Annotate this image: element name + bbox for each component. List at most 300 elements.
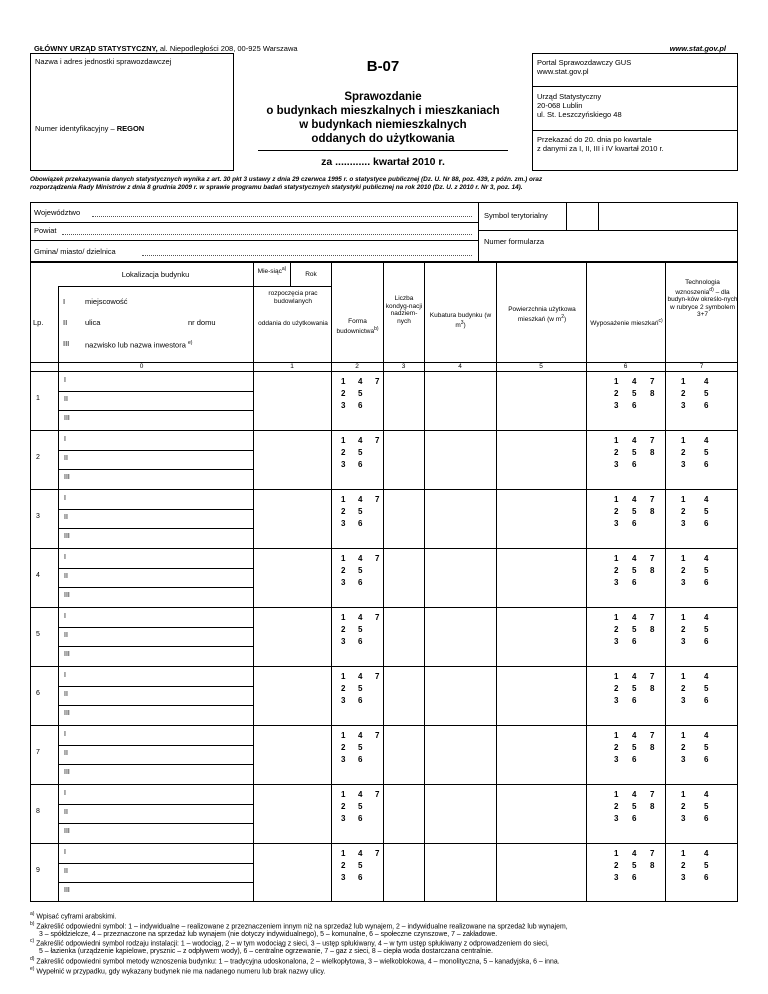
recipient-divider-2: [532, 130, 738, 131]
equipment-code-option[interactable]: 6: [632, 873, 637, 882]
equipment-code-option[interactable]: 7: [650, 554, 655, 563]
location-field[interactable]: [76, 845, 250, 861]
equipment-code-option[interactable]: 1: [614, 436, 619, 445]
form-code-option[interactable]: 6: [358, 637, 363, 646]
technology-code-option[interactable]: 3: [681, 460, 686, 469]
value-field[interactable]: [426, 610, 494, 663]
technology-code-option[interactable]: 4: [704, 554, 709, 563]
location-field[interactable]: [76, 687, 250, 703]
equipment-code-option[interactable]: 3: [614, 755, 619, 764]
equipment-code-option[interactable]: 1: [614, 849, 619, 858]
value-field[interactable]: [255, 374, 329, 427]
col-num-0: 0: [139, 363, 144, 370]
form-code-option[interactable]: 2: [341, 861, 346, 870]
equipment-code-option[interactable]: 8: [650, 743, 655, 752]
form-code-option[interactable]: 4: [358, 377, 363, 386]
equipment-code-option[interactable]: 6: [632, 814, 637, 823]
row-sublabel: II: [64, 573, 68, 580]
value-field[interactable]: [498, 728, 584, 781]
equipment-code-option[interactable]: 5: [632, 684, 637, 693]
value-field[interactable]: [498, 610, 584, 663]
location-field[interactable]: [76, 668, 250, 684]
form-code-option[interactable]: 2: [341, 625, 346, 634]
value-field[interactable]: [498, 669, 584, 722]
form-code-option[interactable]: 4: [358, 436, 363, 445]
technology-code-option[interactable]: 3: [681, 578, 686, 587]
equipment-code-option[interactable]: 4: [632, 731, 637, 740]
footnotes: [30, 911, 740, 976]
equipment-code-option[interactable]: 8: [650, 448, 655, 457]
col-num-6: 6: [623, 363, 628, 370]
technology-code-option[interactable]: 3: [681, 519, 686, 528]
equipment-code-option[interactable]: 8: [650, 389, 655, 398]
equipment-code-option[interactable]: 5: [632, 861, 637, 870]
equipment-code-option[interactable]: 7: [650, 495, 655, 504]
equipment-code-option[interactable]: 2: [614, 448, 619, 457]
location-field[interactable]: [76, 432, 250, 448]
location-field[interactable]: [76, 392, 250, 408]
territorial-symbol-label: Symbol terytorialny: [484, 211, 548, 220]
equipment-code-option[interactable]: 2: [614, 625, 619, 634]
technology-code-option[interactable]: 1: [681, 731, 686, 740]
equipment-code-option[interactable]: 3: [614, 814, 619, 823]
technology-code-option[interactable]: 1: [681, 849, 686, 858]
technology-code-option[interactable]: 4: [704, 495, 709, 504]
location-field[interactable]: [76, 550, 250, 566]
footnote-c-cont: 5 – łazienka (urządzenie kąpielowe, prysznic – z odpływem wody), 6 – centralne ogrzewanie, 7 – gaz z sieci, 8 – ciepła woda dostarczana centralnie.: [39, 948, 493, 956]
technology-code-option[interactable]: 5: [704, 566, 709, 575]
location-field[interactable]: [76, 588, 250, 604]
equipment-code-option[interactable]: 5: [632, 625, 637, 634]
technology-code-option[interactable]: 4: [704, 790, 709, 799]
technology-code-option[interactable]: 1: [681, 554, 686, 563]
equipment-code-option[interactable]: 1: [614, 790, 619, 799]
form-code-option[interactable]: 6: [358, 460, 363, 469]
volume-header: Kubatura budynku (w $m^3$): [429, 312, 492, 329]
equipment-code-option[interactable]: 3: [614, 460, 619, 469]
equipment-code-option[interactable]: 4: [632, 790, 637, 799]
form-code-option[interactable]: 7: [375, 672, 380, 681]
technology-code-option[interactable]: 6: [704, 460, 709, 469]
row-sublabel: I: [64, 790, 66, 797]
regon-label: Numer identyfikacyjny – REGON: [35, 124, 145, 133]
value-field[interactable]: [255, 551, 329, 604]
technology-code-option[interactable]: 3: [681, 814, 686, 823]
row-sublabel: I: [64, 849, 66, 856]
technology-code-option[interactable]: 2: [681, 448, 686, 457]
technology-code-option[interactable]: 3: [681, 873, 686, 882]
form-code-option[interactable]: 1: [341, 849, 346, 858]
equipment-code-option[interactable]: 5: [632, 802, 637, 811]
value-field[interactable]: [255, 728, 329, 781]
loc-I-label: miejscowość: [85, 297, 128, 306]
technology-code-option[interactable]: 5: [704, 448, 709, 457]
technology-code-option[interactable]: 4: [704, 613, 709, 622]
technology-code-option[interactable]: 5: [704, 861, 709, 870]
equipment-code-option[interactable]: 6: [632, 519, 637, 528]
location-field[interactable]: [76, 706, 250, 722]
form-code-option[interactable]: 1: [341, 554, 346, 563]
technology-code-option[interactable]: 5: [704, 684, 709, 693]
equipment-code-option[interactable]: 8: [650, 802, 655, 811]
form-code-option[interactable]: 3: [341, 401, 346, 410]
equipment-code-option[interactable]: 6: [632, 755, 637, 764]
technology-code-option[interactable]: 5: [704, 802, 709, 811]
equipment-code-option[interactable]: 8: [650, 625, 655, 634]
technology-code-option[interactable]: 6: [704, 873, 709, 882]
equipment-code-option[interactable]: 3: [614, 578, 619, 587]
value-field[interactable]: [498, 846, 584, 899]
footnote-d: $^{d)}$ Zakreślić odpowiedni symbol metody wznoszenia budynku: 1 – tradycyjna udoskonalona, 2 – wielkopłytowa, 3 – wielkoblokowa, 4 – monolityczna, 5 – kanadyjska, 6 – inna.: [30, 955, 560, 966]
location-field[interactable]: [76, 864, 250, 880]
district-field[interactable]: [62, 234, 472, 235]
form-code-option[interactable]: 2: [341, 743, 346, 752]
form-code-option[interactable]: 3: [341, 578, 346, 587]
value-field[interactable]: [498, 551, 584, 604]
value-field[interactable]: [426, 492, 494, 545]
equipment-code-option[interactable]: 4: [632, 554, 637, 563]
territorial-symbol-field[interactable]: [600, 204, 736, 228]
equipment-code-option[interactable]: 5: [632, 507, 637, 516]
technology-code-option[interactable]: 2: [681, 566, 686, 575]
equipment-code-option[interactable]: 6: [632, 696, 637, 705]
form-code-option[interactable]: 4: [358, 849, 363, 858]
value-field[interactable]: [426, 433, 494, 486]
technology-code-option[interactable]: 5: [704, 507, 709, 516]
loc-I: I: [63, 297, 66, 306]
form-code-option[interactable]: 5: [358, 448, 363, 457]
technology-code-option[interactable]: 1: [681, 790, 686, 799]
technology-code-option[interactable]: 4: [704, 849, 709, 858]
form-code-option[interactable]: 6: [358, 696, 363, 705]
equipment-code-option[interactable]: 2: [614, 507, 619, 516]
location-field[interactable]: [76, 609, 250, 625]
form-code-option[interactable]: 3: [341, 814, 346, 823]
value-field[interactable]: [385, 787, 422, 840]
form-code-option[interactable]: 4: [358, 672, 363, 681]
report-period[interactable]: za ............ kwartał 2010 r.: [321, 156, 445, 168]
technology-code-option[interactable]: 1: [681, 672, 686, 681]
value-field[interactable]: [498, 492, 584, 545]
location-row-line-1: [30, 222, 478, 223]
form-code-option[interactable]: 3: [341, 696, 346, 705]
value-field[interactable]: [385, 610, 422, 663]
technology-code-option[interactable]: 5: [704, 625, 709, 634]
equipment-code-option[interactable]: 4: [632, 672, 637, 681]
location-field[interactable]: [76, 805, 250, 821]
value-field[interactable]: [426, 551, 494, 604]
form-code-option[interactable]: 6: [358, 519, 363, 528]
form-code-option[interactable]: 1: [341, 790, 346, 799]
form-code-option[interactable]: 7: [375, 613, 380, 622]
form-code-option[interactable]: 3: [341, 460, 346, 469]
location-field[interactable]: [76, 491, 250, 507]
technology-code-option[interactable]: 2: [681, 861, 686, 870]
equipment-code-option[interactable]: 1: [614, 672, 619, 681]
value-field[interactable]: [426, 787, 494, 840]
technology-code-option[interactable]: 3: [681, 755, 686, 764]
form-code-option[interactable]: 7: [375, 554, 380, 563]
form-code-option[interactable]: 6: [358, 755, 363, 764]
equipment-code-option[interactable]: 7: [650, 731, 655, 740]
equipment-code-option[interactable]: 7: [650, 849, 655, 858]
location-field[interactable]: [76, 529, 250, 545]
location-field[interactable]: [76, 727, 250, 743]
year-header: Rok: [305, 271, 317, 278]
equipment-code-option[interactable]: 7: [650, 672, 655, 681]
form-code-option[interactable]: 1: [341, 672, 346, 681]
equipment-code-option[interactable]: 6: [632, 401, 637, 410]
value-field[interactable]: [385, 669, 422, 722]
form-code-option[interactable]: 2: [341, 566, 346, 575]
technology-code-option[interactable]: 6: [704, 755, 709, 764]
technology-code-option[interactable]: 6: [704, 578, 709, 587]
technology-code-option[interactable]: 2: [681, 625, 686, 634]
value-field[interactable]: [426, 728, 494, 781]
footnote-c: $^{c)}$ Zakreślić odpowiedni symbol rodzaju instalacji: 1 – wodociąg, 2 – w tym wodociąg z sieci, 3 – ustęp spłukiwany, 4 – w tym ustęp spłukiwany z odprowadzeniem do sieci,: [30, 938, 549, 948]
form-code-option[interactable]: 5: [358, 684, 363, 693]
equipment-code-option[interactable]: 4: [632, 495, 637, 504]
value-field[interactable]: [255, 846, 329, 899]
form-code-option[interactable]: 3: [341, 519, 346, 528]
form-code-option[interactable]: 3: [341, 755, 346, 764]
technology-code-option[interactable]: 2: [681, 684, 686, 693]
equipment-code-option[interactable]: 2: [614, 684, 619, 693]
location-field[interactable]: [76, 765, 250, 781]
equipment-code-option[interactable]: 1: [614, 554, 619, 563]
technology-code-option[interactable]: 6: [704, 519, 709, 528]
form-code-option[interactable]: 7: [375, 377, 380, 386]
technology-code-option[interactable]: 1: [681, 377, 686, 386]
voivodeship-field[interactable]: [92, 216, 472, 217]
form-code-option[interactable]: 3: [341, 637, 346, 646]
row-number: 6: [36, 690, 40, 697]
row-sublabel: I: [64, 613, 66, 620]
month-header: Mie-siąc$^{a)}$: [257, 266, 287, 276]
municipality-field[interactable]: [142, 255, 472, 256]
value-field[interactable]: [255, 669, 329, 722]
technology-code-option[interactable]: 3: [681, 696, 686, 705]
location-field[interactable]: [76, 411, 250, 427]
form-code-option[interactable]: 6: [358, 873, 363, 882]
equipment-code-option[interactable]: 4: [632, 849, 637, 858]
form-code-option[interactable]: 4: [358, 613, 363, 622]
row-number: 9: [36, 867, 40, 874]
equipment-code-option[interactable]: 1: [614, 613, 619, 622]
reporting-unit-box[interactable]: [30, 53, 234, 171]
form-code-option[interactable]: 5: [358, 743, 363, 752]
technology-code-option[interactable]: 6: [704, 637, 709, 646]
form-code-option[interactable]: 5: [358, 861, 363, 870]
value-field[interactable]: [385, 846, 422, 899]
form-code-option[interactable]: 5: [358, 625, 363, 634]
technology-code-option[interactable]: 2: [681, 802, 686, 811]
location-field[interactable]: [76, 746, 250, 762]
value-field[interactable]: [426, 374, 494, 427]
form-code-option[interactable]: 2: [341, 448, 346, 457]
equipment-code-option[interactable]: 4: [632, 613, 637, 622]
value-field[interactable]: [255, 492, 329, 545]
loc-III: III: [63, 339, 70, 348]
equipment-code-option[interactable]: 1: [614, 377, 619, 386]
technology-code-option[interactable]: 6: [704, 814, 709, 823]
equipment-code-option[interactable]: 3: [614, 519, 619, 528]
location-field[interactable]: [76, 628, 250, 644]
recipient-divider-1: [532, 86, 738, 87]
location-field[interactable]: [76, 883, 250, 899]
equipment-code-option[interactable]: 2: [614, 802, 619, 811]
header-website: www.stat.gov.pl: [669, 44, 726, 53]
equipment-code-option[interactable]: 5: [632, 448, 637, 457]
equipment-code-option[interactable]: 3: [614, 637, 619, 646]
equipment-code-option[interactable]: 8: [650, 684, 655, 693]
form-code-option[interactable]: 2: [341, 802, 346, 811]
equipment-code-option[interactable]: 1: [614, 731, 619, 740]
technology-code-option[interactable]: 4: [704, 377, 709, 386]
row-sublabel: III: [64, 887, 70, 894]
value-field[interactable]: [385, 433, 422, 486]
form-code-option[interactable]: 4: [358, 495, 363, 504]
form-code-option[interactable]: 7: [375, 495, 380, 504]
technology-code-option[interactable]: 6: [704, 401, 709, 410]
location-field[interactable]: [76, 451, 250, 467]
location-field[interactable]: [76, 470, 250, 486]
row-sublabel: II: [64, 868, 68, 875]
location-field[interactable]: [76, 510, 250, 526]
form-code-option[interactable]: 2: [341, 389, 346, 398]
equipment-code-option[interactable]: 7: [650, 436, 655, 445]
value-field[interactable]: [498, 433, 584, 486]
form-code-option[interactable]: 5: [358, 802, 363, 811]
symbol-cell-divider-2: [598, 202, 599, 230]
form-code-option[interactable]: 7: [375, 849, 380, 858]
col-num-1: 1: [290, 363, 294, 370]
equipment-code-option[interactable]: 4: [632, 436, 637, 445]
form-number-field[interactable]: [482, 248, 736, 260]
equipment-code-option[interactable]: 8: [650, 507, 655, 516]
technology-code-option[interactable]: 3: [681, 401, 686, 410]
equipment-code-option[interactable]: 5: [632, 389, 637, 398]
location-field[interactable]: [76, 373, 250, 389]
value-field[interactable]: [426, 669, 494, 722]
equipment-code-option[interactable]: 2: [614, 861, 619, 870]
equipment-code-option[interactable]: 4: [632, 377, 637, 386]
equipment-code-option[interactable]: 1: [614, 495, 619, 504]
row-number: 3: [36, 513, 40, 520]
equipment-code-option[interactable]: 7: [650, 377, 655, 386]
value-field[interactable]: [385, 374, 422, 427]
row-number: 8: [36, 808, 40, 815]
technology-code-option[interactable]: 4: [704, 672, 709, 681]
form-code-option[interactable]: 7: [375, 790, 380, 799]
row-sublabel: III: [64, 769, 70, 776]
form-code-option[interactable]: 1: [341, 436, 346, 445]
equipment-code-option[interactable]: 2: [614, 743, 619, 752]
form-code-option[interactable]: 5: [358, 389, 363, 398]
form-code-option[interactable]: 2: [341, 684, 346, 693]
technology-code-option[interactable]: 1: [681, 613, 686, 622]
technology-code-option[interactable]: 1: [681, 495, 686, 504]
location-field[interactable]: [76, 647, 250, 663]
equipment-code-option[interactable]: 2: [614, 389, 619, 398]
value-field[interactable]: [255, 433, 329, 486]
value-field[interactable]: [255, 610, 329, 663]
technology-code-option[interactable]: 2: [681, 743, 686, 752]
location-field[interactable]: [76, 786, 250, 802]
equipment-code-option[interactable]: 7: [650, 613, 655, 622]
form-code-option[interactable]: 7: [375, 731, 380, 740]
form-code-option[interactable]: 1: [341, 613, 346, 622]
equipment-code-option[interactable]: 8: [650, 861, 655, 870]
form-code-option[interactable]: 6: [358, 401, 363, 410]
form-code-option[interactable]: 7: [375, 436, 380, 445]
technology-code-option[interactable]: 5: [704, 743, 709, 752]
equipment-code-option[interactable]: 6: [632, 460, 637, 469]
equipment-code-option[interactable]: 8: [650, 566, 655, 575]
equipment-code-option[interactable]: 3: [614, 873, 619, 882]
equipment-code-option[interactable]: 3: [614, 696, 619, 705]
form-code-option[interactable]: 1: [341, 495, 346, 504]
technology-code-option[interactable]: 3: [681, 637, 686, 646]
form-code-option[interactable]: 4: [358, 790, 363, 799]
form-code-option[interactable]: 4: [358, 554, 363, 563]
equipment-code-option[interactable]: 5: [632, 743, 637, 752]
value-field[interactable]: [498, 787, 584, 840]
location-field[interactable]: [76, 569, 250, 585]
value-field[interactable]: [255, 787, 329, 840]
col-num-3: 3: [401, 363, 406, 370]
row-sublabel: I: [64, 495, 66, 502]
technology-code-option[interactable]: 2: [681, 507, 686, 516]
technology-code-option[interactable]: 4: [704, 731, 709, 740]
form-code-option[interactable]: 5: [358, 566, 363, 575]
technology-code-option[interactable]: 5: [704, 389, 709, 398]
statistical-office-info: Urząd Statystyczny 20-068 Lublin ul. St. Leszczyńskiego 48: [537, 92, 622, 119]
form-code-option[interactable]: 6: [358, 814, 363, 823]
form-code-option[interactable]: 1: [341, 377, 346, 386]
form-code-option[interactable]: 4: [358, 731, 363, 740]
row-sublabel: III: [64, 415, 70, 422]
location-row-line-2: [30, 240, 478, 241]
voivodeship-label: Województwo: [34, 208, 81, 217]
value-field[interactable]: [385, 492, 422, 545]
equipment-code-option[interactable]: 7: [650, 790, 655, 799]
technology-code-option[interactable]: 2: [681, 389, 686, 398]
equipment-code-option[interactable]: 6: [632, 637, 637, 646]
row-sublabel: II: [64, 455, 68, 462]
equipment-code-option[interactable]: 5: [632, 566, 637, 575]
value-field[interactable]: [426, 846, 494, 899]
row-number: 1: [36, 395, 40, 402]
row-sublabel: II: [64, 691, 68, 698]
value-field[interactable]: [385, 728, 422, 781]
technology-code-option[interactable]: 6: [704, 696, 709, 705]
form-code-option[interactable]: 1: [341, 731, 346, 740]
form-code-option[interactable]: 5: [358, 507, 363, 516]
form-code-option[interactable]: 6: [358, 578, 363, 587]
technology-code-option[interactable]: 4: [704, 436, 709, 445]
equipment-code-option[interactable]: 6: [632, 578, 637, 587]
form-code-option[interactable]: 3: [341, 873, 346, 882]
value-field[interactable]: [385, 551, 422, 604]
location-field[interactable]: [76, 824, 250, 840]
equipment-code-option[interactable]: 2: [614, 566, 619, 575]
equipment-code-option[interactable]: 3: [614, 401, 619, 410]
form-code-option[interactable]: 2: [341, 507, 346, 516]
value-field[interactable]: [498, 374, 584, 427]
technology-code-option[interactable]: 1: [681, 436, 686, 445]
row-number: 7: [36, 749, 40, 756]
